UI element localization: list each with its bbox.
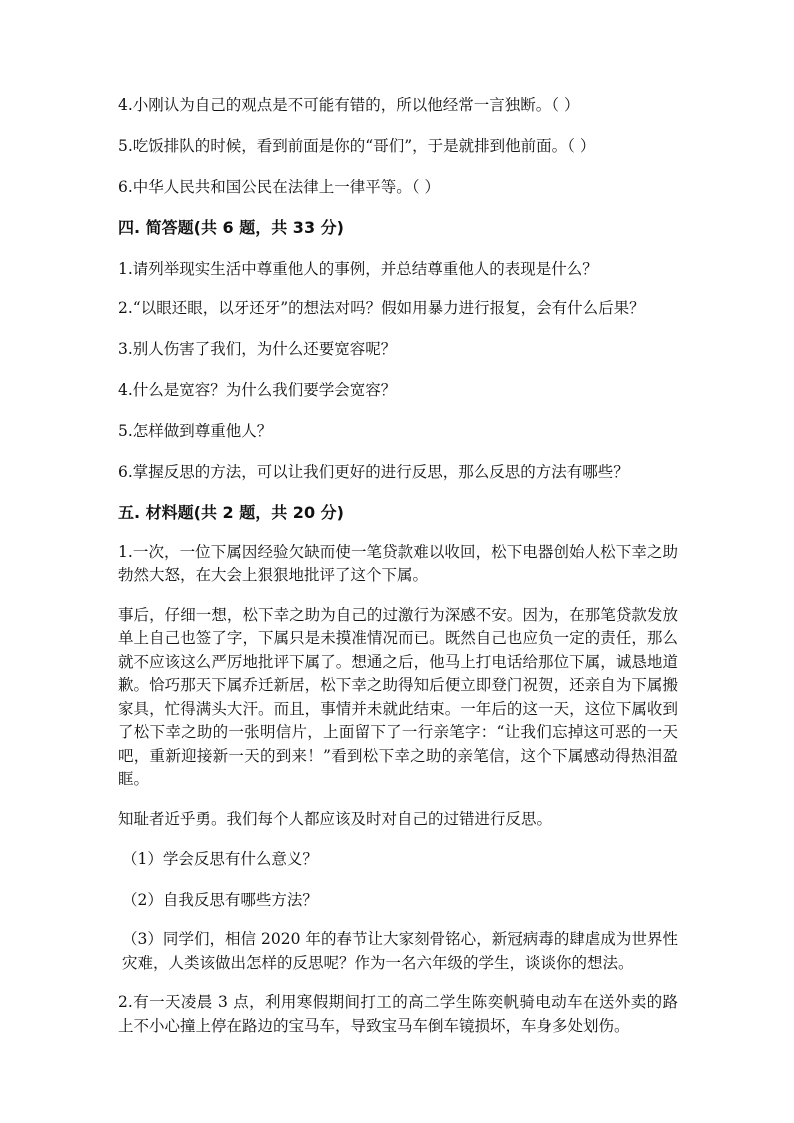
question-item: 4.小刚认为自己的观点是不可能有错的，所以他经常一言独断。（ ）	[118, 96, 580, 114]
section-heading: 四. 简答题(共 6 题，共 33 分)	[118, 218, 344, 237]
question-item: 6.掌握反思的方法，可以让我们更好的进行反思，那么反思的方法有哪些？	[118, 462, 629, 481]
material-paragraph: 1.一次，一位下属因经验欠缺而使一笔贷款难以收回，松下电器创始人松下幸之助勃然大怒，在大会上狠狠地批评了这个下属。	[118, 542, 678, 584]
material-paragraph: 事后，仔细一想，松下幸之助为自己的过激行为深感不安。因为，在那笔贷款发放单上自己也签了字，下属只是未摸准情况而已。既然自己也应负一定的责任，那么就不应该这么严厉地批评下属了。想通之后，他马上打电话给那位下属，诚恳地道歉。恰巧那天下属乔迁新居，松下幸之助得知后便立即登门祝贺，还亲自为下属搬家具，忙得满头大汗。而且，事情并未就此结束。一年后的这一天，这位下属收到了松下幸之助的一张明信片，上面留下了一行亲笔字：“让我们忘掉这可恶的一天吧，重新迎接新一天的到来！”看到松下幸之助的亲笔信，这个下属感动得热泪盈眶。	[118, 605, 678, 788]
question-item: 6.中华人民共和国公民在法律上一律平等。（ ）	[118, 178, 440, 196]
section-heading: 五. 材料题(共 2 题，共 20 分)	[118, 502, 344, 522]
question-item: 4.什么是宽容？为什么我们要学会宽容？	[118, 380, 397, 399]
material-paragraph: 2.有一天凌晨 3 点，利用寒假期间打工的高二学生陈奕帆骑电动车在送外卖的路上不小心撞上停在路边的宝马车，导致宝马车倒车镜损坏，车身多处划伤。	[118, 993, 678, 1035]
question-item: 3.别人伤害了我们，为什么还要宽容呢？	[118, 339, 397, 358]
question-item: 5.吃饭排队的时候，看到前面是你的“哥们”，于是就排到他前面。（ ）	[118, 137, 596, 155]
question-item: 2.“以眼还眼，以牙还牙”的想法对吗？假如用暴力进行报复，会有什么后果？	[118, 299, 645, 317]
sub-question: （1）学会反思有什么意义？	[122, 850, 318, 868]
material-paragraph: 知耻者近乎勇。我们每个人都应该及时对自己的过错进行反思。	[118, 809, 553, 828]
question-item: 5.怎样做到尊重他人？	[118, 421, 273, 440]
question-item: 1.请列举现实生活中尊重他人的事例，并总结尊重他人的表现是什么？	[118, 260, 598, 278]
document-page	[118, 92, 678, 1038]
sub-question: （3）同学们，相信 2020 年的春节让大家刻骨铭心，新冠病毒的肆虐成为世界性灾难，人类该做出怎样的反思呢？作为一名六年级的学生，谈谈你的想法。	[122, 930, 678, 972]
sub-question: （2）自我反思有哪些方法？	[122, 891, 318, 909]
